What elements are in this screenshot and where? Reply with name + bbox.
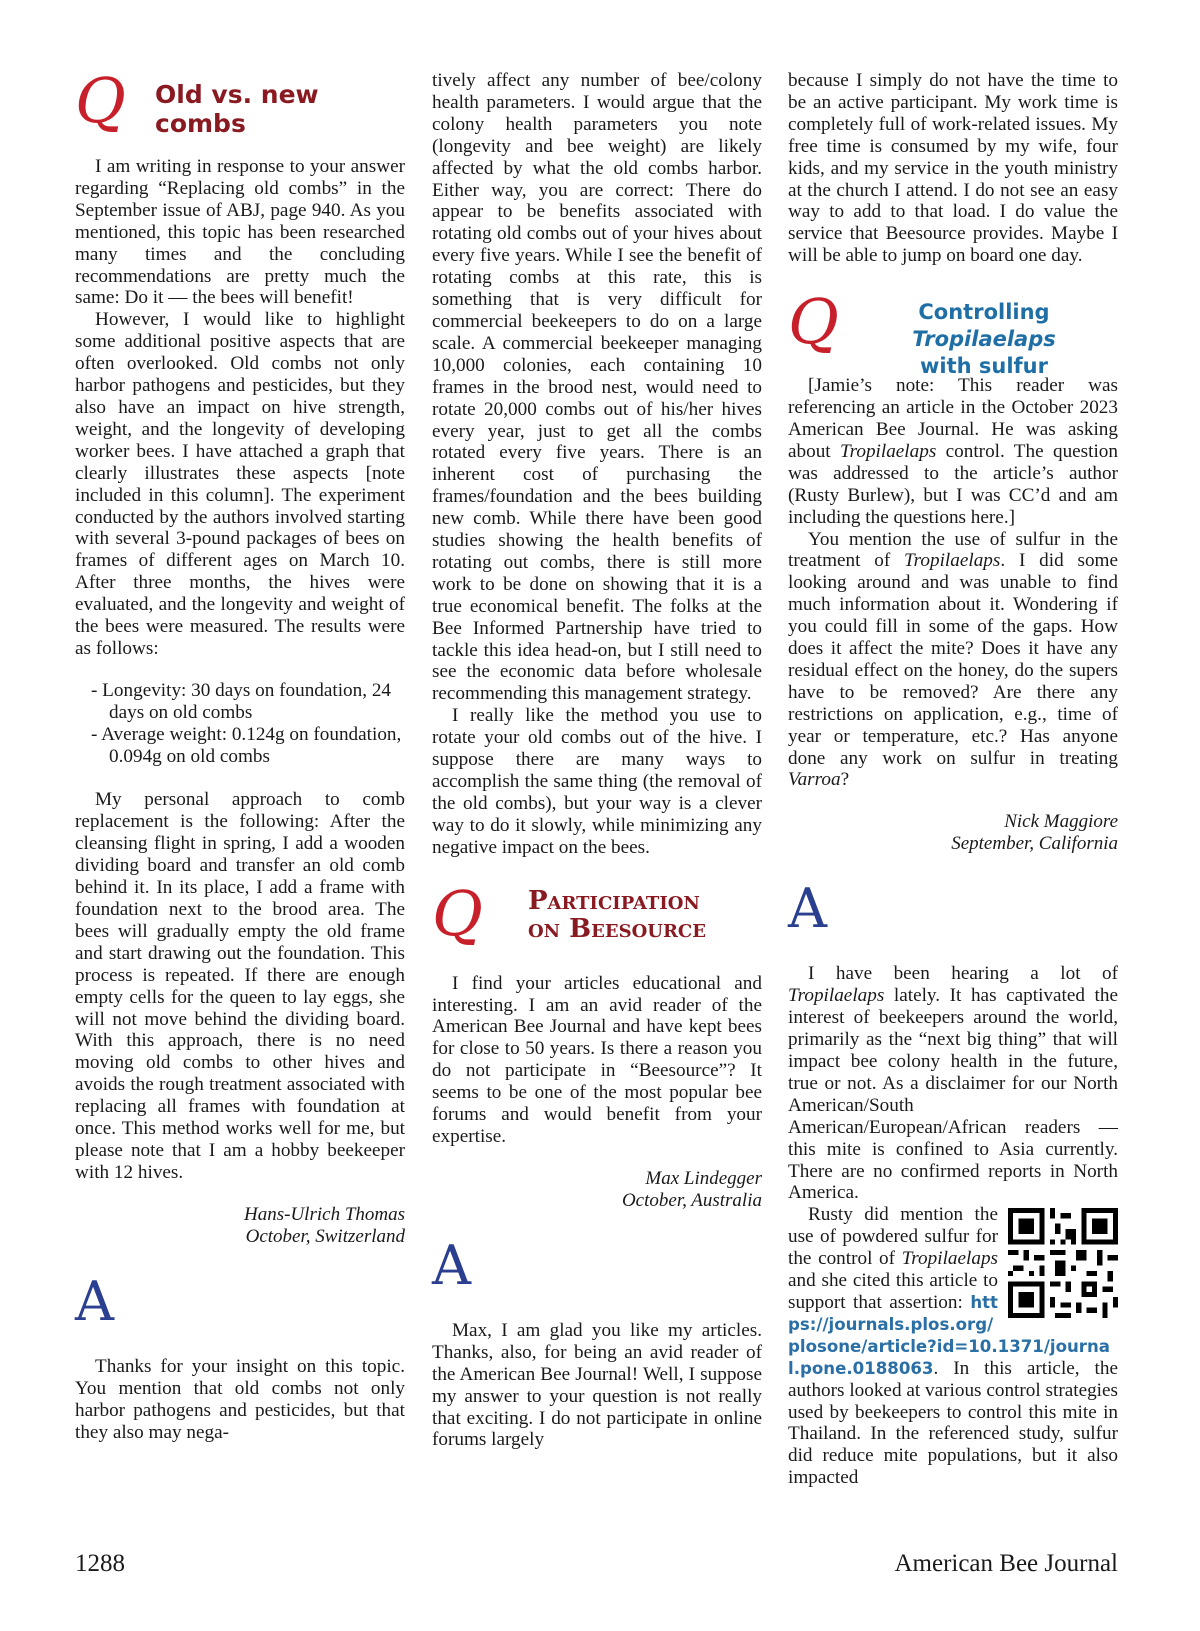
- paragraph: I am writing in response to your answer regarding “Replacing old combs” in the September issue of ABJ, page 940. As you mentioned, this topic has been researched many times and the concluding recommendations are pretty much the same: Do it — the bees will benefit!: [75, 156, 405, 309]
- text-run: You mention the use of sulfur in the treatment of: [788, 528, 1118, 572]
- list-item: - Average weight: 0.124g on foundation, 0.094g on old combs: [91, 723, 402, 767]
- text-run: I have been hearing a lot of: [808, 963, 1118, 985]
- paragraph: tively affect any number of bee/colony health parameters. I would argue that the colony health parameters you note (longevity and bee weight) are likely affected by what the old combs harbor. Either way, you are correct: There do appear to be benefits associated with rotating old combs out of your hives about every five years. While I see the benefit of rotating combs at this rate, this is something that is very difficult for commercial beekeepers to do on a large scale. A commercial beekeeper managing 10,000 colonies, each containing 10 frames in the brood nest, would need to rotate 20,000 combs out of his/her hives every year, just to get all the combs rotated every five years. There is an inherent cost of purchasing the frames/foundation and the bees building new comb. While there have been good studies showing the health benefits of rotating out combs, there is still more work to be done on showing that it is a true economical benefit. The folks at the Bee Informed Partnership have tried to tackle this idea head-on, but I still need to see the economic data before wholesale recommending this management strategy.: [432, 70, 762, 705]
- question-title: Old vs. new combs: [155, 80, 319, 138]
- text-run: ?: [840, 769, 850, 791]
- column-3: [788, 70, 1118, 1489]
- text-run: Rusty did mention the use of powdered sulfur for the control of: [788, 1204, 998, 1270]
- question-q-icon: Q: [432, 876, 483, 950]
- text-run: and she cited this article to support that assertion:: [788, 1270, 998, 1313]
- question-q-icon: Q: [75, 64, 126, 137]
- text-run: . I did some looking around and was unable to find much information about it. Wondering if you could fill in some of the gaps. How does it affect the mite? Does it have any residual effect on the honey, do the supers have to be removed? Are there any restrictions on application, e.g., time of year or temperature, etc.? Has anyone done any work on sulfur in treating: [788, 550, 1118, 769]
- journal-name: American Bee Journal: [894, 1550, 1118, 1577]
- page-number: 1288: [75, 1550, 125, 1577]
- text-run-italic: Tropilaelaps: [901, 1248, 998, 1270]
- question-q-icon: Q: [788, 285, 839, 359]
- question-title-italic: Tropilaelaps: [912, 327, 1056, 352]
- question-title-part: Controlling: [918, 300, 1050, 325]
- paragraph: [788, 375, 1118, 528]
- text-run: . In this article, the authors looked at various control strategies used by beekeepers to control this mite in Thailand. In the referenced study, sulfur did reduce mite populations, but it also impacted: [788, 1357, 1118, 1489]
- question-heading: [788, 285, 1118, 379]
- answer-a-icon: A: [788, 877, 827, 941]
- qr-code-icon[interactable]: [1008, 1208, 1118, 1318]
- text-run-italic: Tropilaelaps: [788, 985, 885, 1007]
- question-title-line: on Beesource: [528, 913, 706, 944]
- text-run: [Jamie’s note: This reader was referencing an article in the October 2023 American Bee Journal. He was asking about: [788, 375, 1118, 462]
- answer-a-icon: A: [75, 1269, 114, 1333]
- results-list: [91, 680, 405, 768]
- question-heading: [432, 876, 762, 965]
- paragraph: Thanks for your insight on this topic. You mention that old combs not only harbor pathogens and pesticides, but that they also may nega-: [75, 1355, 405, 1443]
- article-link[interactable]: https://journals.plos.org/plosone/article?id=10.1371/journal.pone.0188063: [788, 1292, 1110, 1378]
- column-1: [75, 64, 405, 1443]
- paragraph: I really like the method you use to rotate your old combs out of the hive. I suppose there are many ways to accomplish the same thing (the removal of the old combs), but your way is a clever way to do it slowly, while minimizing any negative impact on the bees.: [432, 705, 762, 858]
- column-2: [432, 70, 762, 1451]
- paragraph: However, I would like to highlight some additional positive aspects that are often overlooked. Old combs not only harbor pathogens and pesticides, but they also have an impact on hive strength, weight, and the longevity of developing worker bees. I have attached a graph that clearly illustrates these aspects [note included in this column]. The experiment conducted by the authors involved starting with several 3-pound packages of bees on frames of different ages on March 10. After three months, the hives were evaluated, and the longevity and weight of the bees were measured. The results were as follows:: [75, 309, 405, 659]
- paragraph: My personal approach to comb replacement is the following: After the cleansing flight in spring, I add a wooden dividing board and transfer an old comb behind it. In its place, I add a frame with foundation next to the brood area. The bees will gradually empty the old frame and start drawing out the foundation. This process is repeated. If there are enough empty cells for the queen to lay eggs, she will not move behind the dividing board. With this approach, there is no need moving old combs to other hives and avoids the rough treatment associated with replacing all frames with foundation at once. This method works well for me, but please note that I am a hobby beekeeper with 12 hives.: [75, 789, 405, 1183]
- signature-name: Nick Maggiore: [1004, 811, 1118, 833]
- paragraph: [788, 529, 1118, 792]
- question-heading: [75, 64, 405, 148]
- signature-name: Max Lindegger: [645, 1167, 762, 1189]
- text-run-italic: Tropilaelaps: [904, 550, 1001, 572]
- signature: [75, 1204, 405, 1248]
- paragraph: I find your articles educational and interesting. I am an avid reader of the American Bee Journal and have kept bees for close to 50 years. Is there a reason you do not participate in “Beesource”? It seems to be one of the most popular bee forums and would benefit from your expertise.: [432, 972, 762, 1147]
- signature: [432, 1168, 762, 1212]
- paragraph: [788, 963, 1118, 1204]
- signature-place: October, Australia: [621, 1189, 762, 1211]
- text-run: lately. It has captivated the interest of beekeepers around the world, primarily as the “next big thing” that will impact bee colony health in the future, true or not. As a disclaimer for our North American/South American/European/African readers — this mite is confined to Asia currently. There are no confirmed reports in North America.: [788, 985, 1118, 1204]
- list-item: - Longevity: 30 days on foundation, 24 days on old combs: [91, 679, 392, 723]
- answer-a-icon: A: [432, 1233, 471, 1297]
- signature: [788, 811, 1118, 855]
- text-run: control. The question was addressed to the article’s author (Rusty Burlew), but I was CC’d and am including the questions here.]: [788, 440, 1118, 528]
- question-title-part: with sulfur: [920, 354, 1048, 379]
- question-title: [528, 887, 706, 943]
- signature-place: October, Switzerland: [245, 1225, 405, 1247]
- question-title-line: Participation: [528, 885, 700, 916]
- text-run-italic: Varroa: [788, 769, 841, 791]
- paragraph: [788, 1204, 1118, 1489]
- paragraph: Max, I am glad you like my articles. Thanks, also, for being an avid reader of the American Bee Journal! Well, I suppose my answer to your question is not really that exciting. I do not participate in online forums largely: [432, 1319, 762, 1451]
- paragraph: because I simply do not have the time to be an active participant. My work time is completely full of work-related issues. My free time is consumed by my wife, four kids, and my service in the youth ministry at the church I attend. I do not see an easy way to add to that load. I do value the service that Beesource provides. Maybe I will be able to jump on board one day.: [788, 70, 1118, 267]
- signature-name: Hans-Ulrich Thomas: [244, 1203, 405, 1225]
- signature-place: September, California: [951, 833, 1118, 855]
- text-run-italic: Tropilaelaps: [839, 440, 937, 462]
- question-title: [848, 299, 1120, 380]
